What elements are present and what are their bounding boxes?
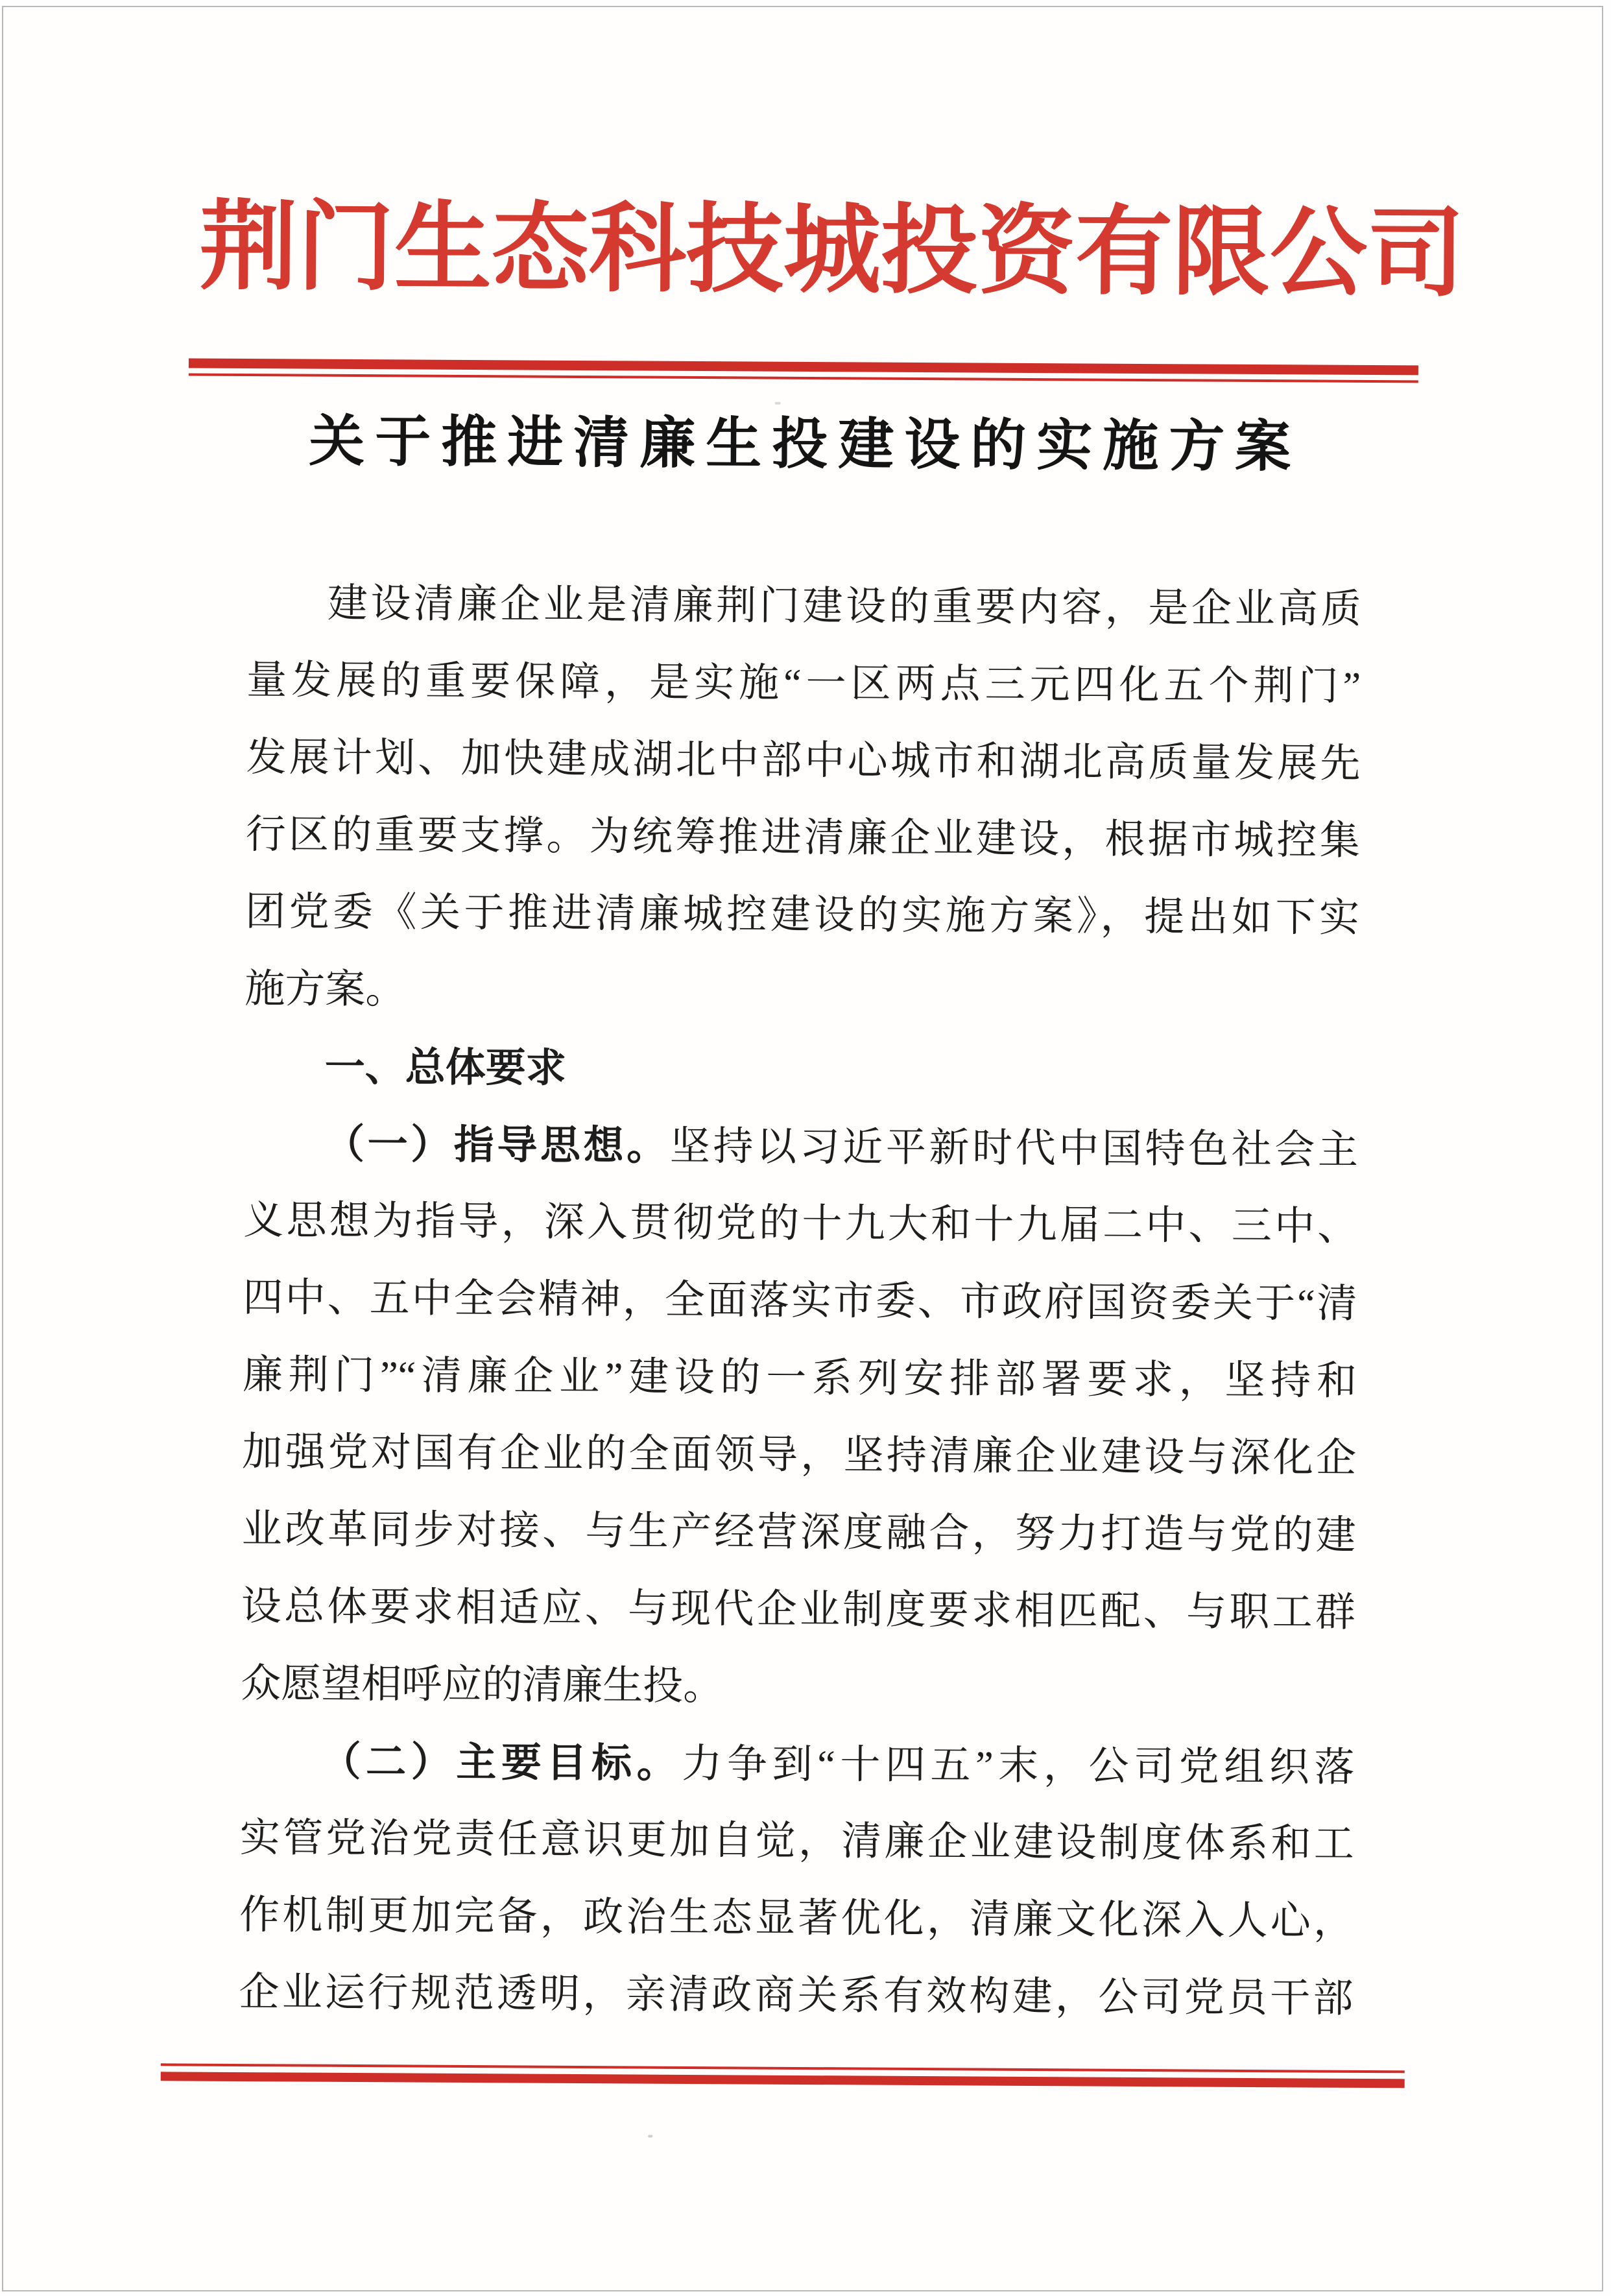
scan-speck <box>648 2135 652 2138</box>
body-line: 发展计划、加快建成湖北中部中心城市和湖北高质量发展先 <box>246 735 1361 786</box>
paragraph-lead-bold: （一）指导思想。 <box>324 1121 671 1169</box>
body-line: 量发展的重要保障，是实施“一区两点三元四化五个荆门” <box>246 658 1361 709</box>
red-rule-bottom-thick-line <box>161 2072 1405 2088</box>
document-body <box>239 565 1361 2038</box>
body-line: 众愿望相呼应的清廉生投。 <box>241 1661 724 1709</box>
body-line: 行区的重要支撑。为统筹推进清廉企业建设，根据市城控集 <box>245 813 1360 863</box>
body-line: 义思想为指导，深入贯彻党的十九大和十九届二中、三中、 <box>243 1199 1358 1249</box>
document-title: 关于推进清廉生投建设的实施方案 <box>308 410 1302 479</box>
paragraph-lead-bold: （二）主要目标。 <box>320 1739 682 1786</box>
body-line: 设总体要求相适应、与现代企业制度要求相匹配、与职工群 <box>241 1584 1356 1635</box>
red-rule-bottom-thin-line <box>161 2063 1405 2073</box>
body-line: （一）指导思想。坚持以习近平新时代中国特色社会主 <box>324 1121 1359 1173</box>
body-line: 廉荆门”“清廉企业”建设的一系列安排部署要求，坚持和 <box>242 1353 1357 1404</box>
red-rule-top-thick-line <box>189 359 1418 376</box>
body-line: 企业运行规范透明，亲清政商关系有效构建，公司党员干部 <box>239 1970 1354 2021</box>
scan-speck <box>775 402 781 405</box>
body-line: 团党委《关于推进清廉城控建设的实施方案》，提出如下实 <box>245 890 1360 940</box>
body-line: 四中、五中全会精神，全面落实市委、市政府国资委关于“清 <box>243 1276 1357 1326</box>
company-letterhead: 荆门生态科技城投资有限公司 <box>199 193 1465 309</box>
red-rule-top-thin-line <box>189 374 1418 383</box>
red-rule-top <box>189 359 1418 383</box>
body-line: 施方案。 <box>245 967 406 1012</box>
body-line: 加强党对国有企业的全面领导，坚持清廉企业建设与深化企 <box>242 1430 1357 1481</box>
section-heading: 一、总体要求 <box>324 1044 566 1091</box>
body-line: 实管党治党责任意识更加自觉，清廉企业建设制度体系和工 <box>239 1815 1355 1867</box>
body-line: （二）主要目标。力争到“十四五”末，公司党组织落 <box>320 1739 1355 1790</box>
body-line: 建设清廉企业是清廉荆门建设的重要内容，是企业高质 <box>327 581 1361 632</box>
body-line: 业改革同步对接、与生产经营深度融合，努力打造与党的建 <box>241 1507 1356 1558</box>
red-rule-bottom <box>161 2063 1405 2088</box>
body-line: 作机制更加完备，政治生态显著优化，清廉文化深入人心， <box>239 1893 1354 1944</box>
